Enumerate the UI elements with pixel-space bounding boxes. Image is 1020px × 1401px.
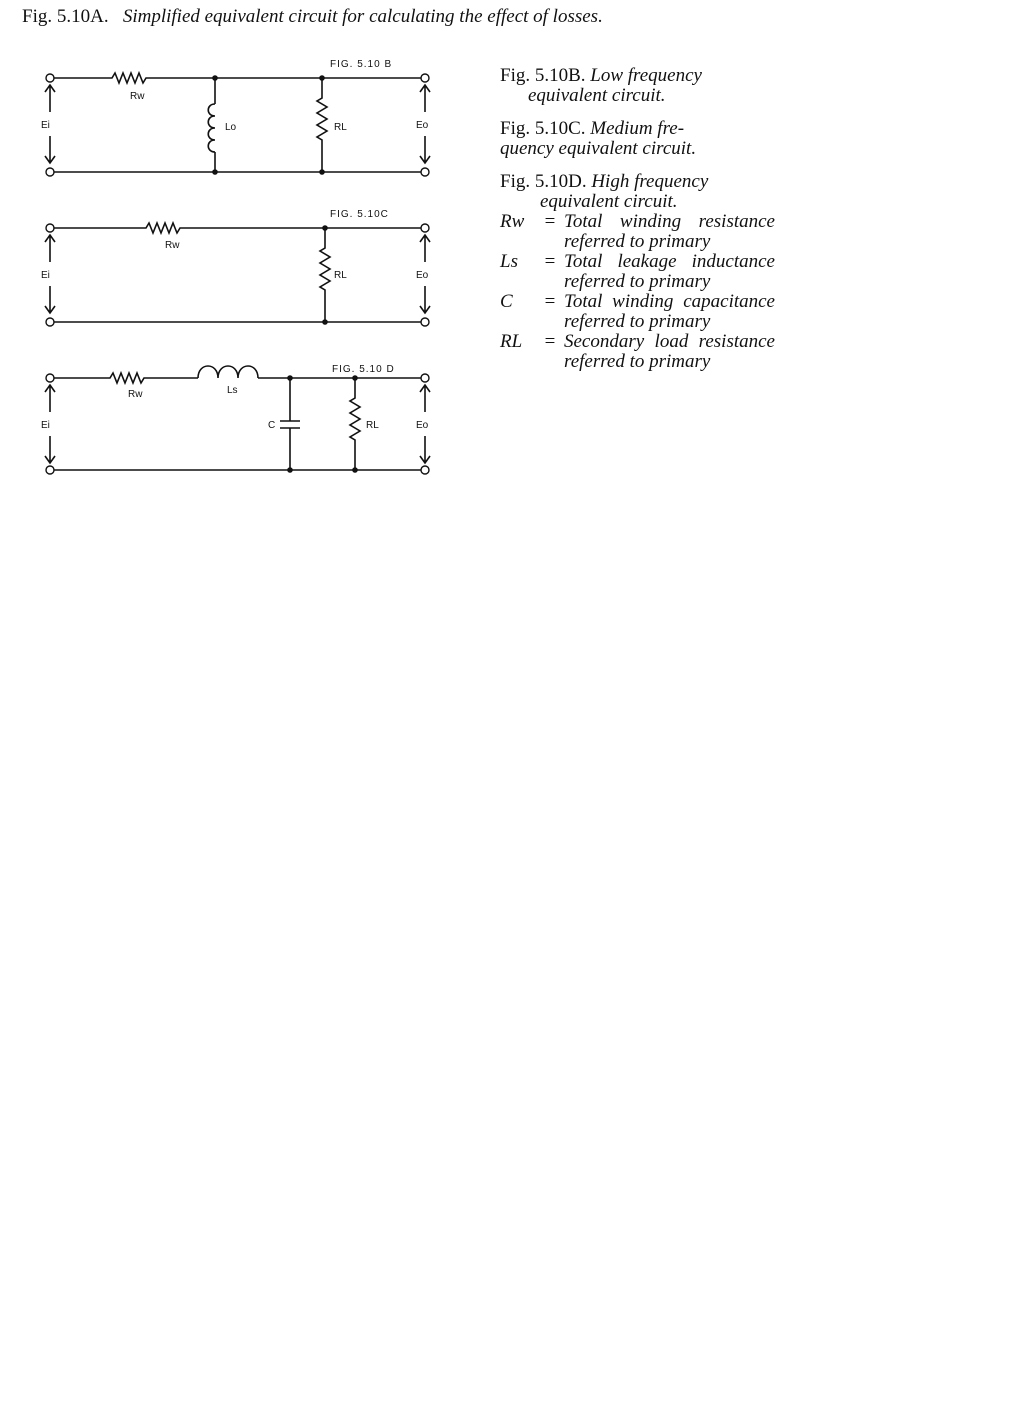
circuit-b-output-terminal-top — [421, 74, 429, 82]
definition-text: Total leakage inductance referred to primary — [564, 251, 775, 292]
definition-equals: = — [544, 211, 556, 232]
definition-equals: = — [544, 331, 556, 352]
circuit-b-sheet-label: FIG. 5.10 B — [330, 59, 393, 70]
caption-d — [500, 172, 775, 212]
definition-equals: = — [544, 291, 556, 312]
definition-symbol: C — [500, 291, 513, 312]
circuit-d-output-label: Eo — [416, 420, 429, 431]
caption-c-fig: Fig. 5.10C. — [500, 118, 586, 139]
circuit-d-input-terminal-top — [46, 374, 54, 382]
circuit-d-rl-label: RL — [366, 420, 379, 431]
circuit-b-inductor-lo — [208, 104, 215, 152]
caption-b-line1: Low frequency — [590, 65, 702, 86]
circuit-d-inductor-ls — [198, 366, 258, 378]
circuit-d-resistor-rw — [50, 373, 198, 383]
circuit-b-input-terminal-top — [46, 74, 54, 82]
top-caption-text: Simplified equivalent circuit for calculating the effect of losses. — [122, 6, 603, 27]
caption-c-line2: quency equivalent circuit. — [500, 138, 697, 159]
circuit-b-output-label: Eo — [416, 120, 429, 131]
circuit-d — [41, 364, 430, 474]
definitions-list — [500, 212, 775, 372]
definition-equals: = — [544, 251, 556, 272]
circuit-diagrams — [0, 0, 470, 500]
circuit-c-rl-label: RL — [334, 270, 347, 281]
definition-symbol: Rw — [500, 211, 525, 232]
caption-c — [500, 119, 775, 159]
circuit-d-output-terminal-bottom — [421, 466, 429, 474]
circuit-d-capacitor-c — [280, 378, 300, 470]
circuit-b — [41, 59, 430, 176]
caption-b — [500, 66, 775, 106]
definition-row — [500, 212, 775, 252]
circuit-c-top-wire — [50, 223, 425, 233]
definition-row — [500, 292, 775, 332]
caption-d-fig: Fig. 5.10D. — [500, 171, 587, 192]
definition-text: Secondary load resistance referred to primary — [564, 331, 775, 372]
captions — [500, 66, 775, 372]
circuit-d-output-terminal-top — [421, 374, 429, 382]
definition-text: Total winding capacitance referred to primary — [564, 291, 775, 332]
circuit-d-input-label: Ei — [41, 420, 50, 431]
circuit-b-rl-label: RL — [334, 122, 347, 133]
circuit-b-top-wire — [50, 73, 425, 83]
caption-d-line1: High frequency — [591, 171, 709, 192]
caption-c-line1: Medium fre- — [590, 118, 685, 139]
circuit-c-input-terminal-top — [46, 224, 54, 232]
circuit-d-sheet-label: FIG. 5.10 D — [332, 364, 395, 375]
circuit-b-output-terminal-bottom — [421, 168, 429, 176]
caption-d-line2: equivalent circuit. — [540, 191, 678, 212]
circuit-c-resistor-rl — [320, 228, 330, 322]
circuit-b-rw-label: Rw — [130, 91, 145, 102]
circuit-d-c-label: C — [268, 420, 276, 431]
circuit-c-output-label: Eo — [416, 270, 429, 281]
circuit-d-resistor-rl — [350, 378, 360, 470]
circuit-d-input-terminal-bottom — [46, 466, 54, 474]
circuit-c-rw-label: Rw — [165, 240, 180, 251]
definition-symbol: Ls — [500, 251, 518, 272]
definition-symbol: RL — [500, 331, 523, 352]
caption-b-fig: Fig. 5.10B. — [500, 65, 586, 86]
circuit-c-sheet-label: FIG. 5.10C — [330, 209, 389, 220]
definition-row — [500, 252, 775, 292]
definition-text: Total winding resistance referred to primary — [564, 211, 775, 252]
circuit-c-output-terminal-bottom — [421, 318, 429, 326]
definition-row — [500, 332, 775, 372]
circuit-b-resistor-rl — [317, 78, 327, 172]
circuit-c — [41, 209, 430, 326]
circuit-b-lo-label: Lo — [225, 122, 237, 133]
circuit-c-input-label: Ei — [41, 270, 50, 281]
circuit-c-output-terminal-top — [421, 224, 429, 232]
circuit-b-input-terminal-bottom — [46, 168, 54, 176]
circuit-d-rw-label: Rw — [128, 389, 143, 400]
top-caption-fig: Fig. 5.10A. — [22, 6, 109, 27]
circuit-d-ls-label: Ls — [227, 385, 238, 396]
circuit-b-input-label: Ei — [41, 120, 50, 131]
caption-b-line2: equivalent circuit. — [528, 85, 666, 106]
circuit-c-input-terminal-bottom — [46, 318, 54, 326]
